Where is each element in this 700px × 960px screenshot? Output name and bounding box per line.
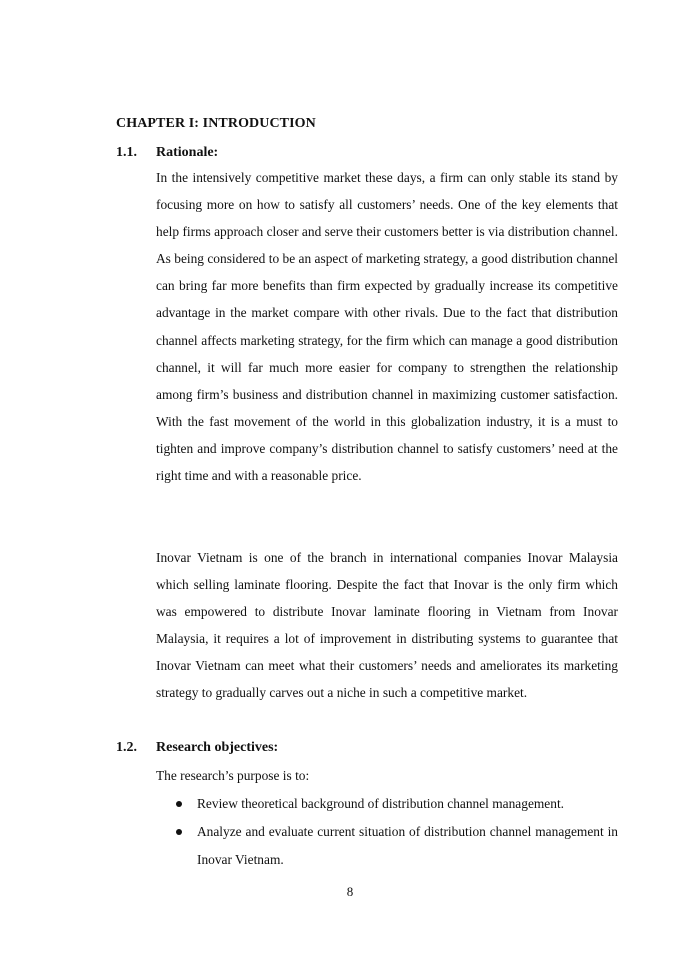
section-heading-objectives [116, 740, 278, 756]
objectives-list [176, 790, 618, 874]
section-number: 1.2. [116, 740, 137, 755]
chapter-title: CHAPTER I: INTRODUCTION [116, 116, 316, 131]
page-number: 8 [346, 884, 354, 899]
section-number: 1.1. [116, 145, 137, 160]
objectives-intro: The research’s purpose is to: [156, 768, 310, 783]
bullet-icon [176, 829, 182, 835]
list-item-text: Review theoretical background of distribution channel management. [197, 796, 565, 811]
list-item-text: Analyze and evaluate current situation of distribution channel management in Inovar Vietnam. [197, 824, 618, 867]
paragraph-rationale-1: In the intensively competitive market these days, a firm can only stable its stand by focusing more on how to satisfy all customers’ needs. One of the key elements that help firms approach closer and serve their customers better is via distribution channel. As being considered to be an aspect of marketing strategy, a good distribution channel can bring far more benefits than firm expected by gradually increase its competitive advantage in the market compare with other rivals. Due to the fact that distribution channel affects marketing strategy, for the firm which can manage a good distribution channel, it will far much more easier for company to strengthen the relationship among firm’s business and distribution channel in maximizing customer satisfaction. With the fast movement of the world in this globalization industry, it is a must to tighten and improve company’s distribution channel to satisfy customers’ need at the right time and with a reasonable price. [156, 170, 618, 484]
section-title: Rationale: [156, 145, 219, 160]
section-heading-rationale [116, 145, 218, 161]
list-item [176, 790, 618, 818]
list-item [176, 818, 618, 874]
paragraph-rationale-2: Inovar Vietnam is one of the branch in international companies Inovar Malaysia which selling laminate flooring. Despite the fact that Inovar is the only firm which was empowered to distribute Inovar laminate flooring in Vietnam from Inovar Malaysia, it requires a lot of improvement in distributing systems to guarantee that Inovar Vietnam can meet what their customers’ needs and ameliorates its marketing strategy to gradually carves out a niche in such a competitive market. [156, 550, 618, 701]
bullet-icon [176, 801, 182, 807]
section-title: Research objectives: [156, 740, 279, 755]
